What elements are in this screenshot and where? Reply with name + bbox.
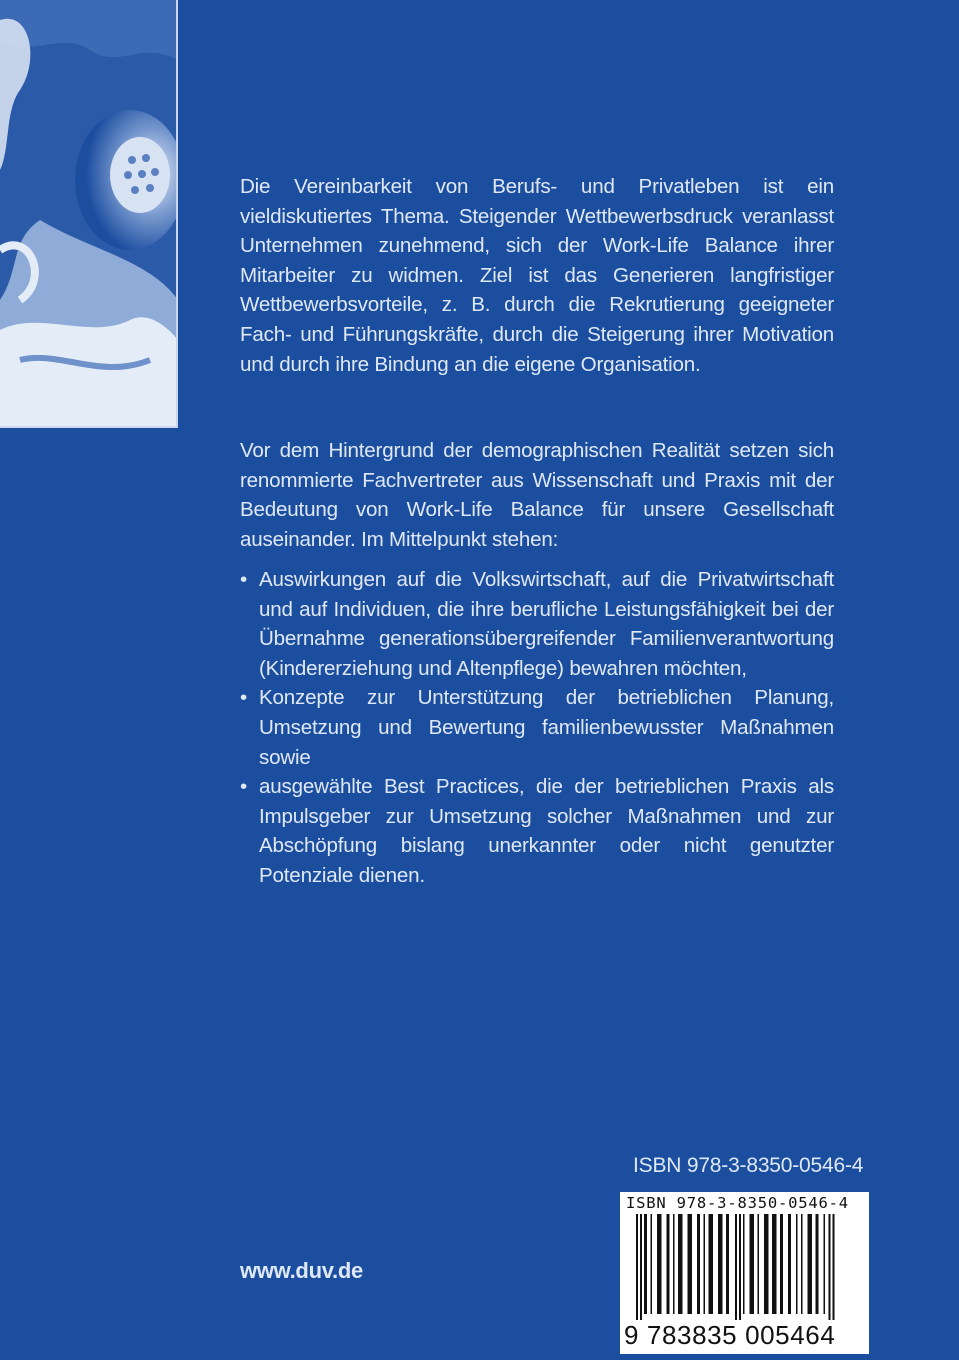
barcode-bar xyxy=(796,1214,798,1314)
paragraph-text: Vor dem Hintergrund der demographischen Realität setzen sich renommierte Fachvertreter aus Wissenschaft und Praxis mit der Bedeutung von Work-Life Balance für unsere Gesellschaft auseinander. Im Mittelpunkt stehen: xyxy=(240,439,834,551)
barcode-bar xyxy=(678,1214,683,1314)
list-item: • Konzepte zur Unterstützung der betrieblichen Planung, Umsetzung und Bewertung familienbewusster Maßnahmen sowie xyxy=(240,683,834,772)
publisher-website: www.duv.de xyxy=(240,1258,363,1283)
barcode-bar xyxy=(833,1214,835,1326)
cover-photo-fragment xyxy=(0,0,178,428)
barcode-bar xyxy=(640,1214,642,1326)
barcode-bar xyxy=(726,1214,729,1314)
description-paragraph-2 xyxy=(240,436,834,554)
list-item: • Auswirkungen auf die Volkswirtschaft, auf die Privatwirtschaft und auf Individuen, die ihre berufliche Leistungsfähigkeit bei der Übernahme generationsübergreifender Familienverantwortung (Kindererziehung und Altenpflege) bewahren möchten, xyxy=(240,565,834,683)
topic-list xyxy=(240,565,834,891)
barcode-bar xyxy=(718,1214,723,1314)
barcode-bar xyxy=(657,1214,662,1314)
isbn-label: ISBN 978-3-8350-0546-4 xyxy=(633,1154,864,1177)
barcode-bar xyxy=(673,1214,675,1314)
barcode-bar xyxy=(688,1214,693,1314)
list-item: • ausgewählte Best Practices, die der betrieblichen Praxis als Impulsgeber zur Umsetzung solcher Maßnahmen und zur Abschöpfung bislang unerkannter oder nicht genutzter Potenziale dienen. xyxy=(240,772,834,890)
barcode-bar xyxy=(697,1214,700,1314)
barcode-bar xyxy=(758,1214,760,1314)
barcode-bars xyxy=(624,1214,866,1326)
barcode-bar xyxy=(824,1214,826,1314)
barcode-bar xyxy=(780,1214,783,1314)
paragraph-text: Die Vereinbarkeit von Berufs- und Privatleben ist ein vieldiskutiertes Thema. Steigender Wettbewerbsdruck veranlasst Unternehmen zunehmend, sich der Work-Life Balance ihrer Mitarbeiter zu widmen. Ziel ist das Generieren langfristiger Wettbewerbsvorteile, z. B. durch die Rekrutierung geeigneter Fach- und Führungskräfte, durch die Steigerung ihrer Motivation und durch ihre Bindung an die eigene Organisation. xyxy=(240,175,834,376)
barcode-bar xyxy=(829,1214,831,1326)
barcode-bar xyxy=(704,1214,706,1314)
barcode-bar xyxy=(709,1214,714,1314)
barcode-bar xyxy=(743,1214,745,1314)
barcode-bar xyxy=(816,1214,819,1314)
barcode-bar xyxy=(667,1214,670,1314)
barcode-bar xyxy=(739,1214,741,1326)
barcode-bar xyxy=(651,1214,653,1314)
barcode-bar xyxy=(801,1214,803,1314)
barcode-bar xyxy=(735,1214,737,1326)
barcode-bar xyxy=(808,1214,813,1314)
barcode-bar xyxy=(644,1214,647,1314)
barcode-bar xyxy=(750,1214,755,1314)
barcode xyxy=(620,1192,869,1354)
barcode-bar xyxy=(788,1214,791,1314)
barcode-isbn-text: ISBN 978-3-8350-0546-4 xyxy=(626,1194,849,1212)
barcode-digits: 9 783835 005464 xyxy=(624,1320,866,1351)
description-paragraph-1 xyxy=(240,172,834,379)
barcode-bar xyxy=(636,1214,638,1326)
barcode-bar xyxy=(772,1214,777,1314)
barcode-bar xyxy=(764,1214,769,1314)
